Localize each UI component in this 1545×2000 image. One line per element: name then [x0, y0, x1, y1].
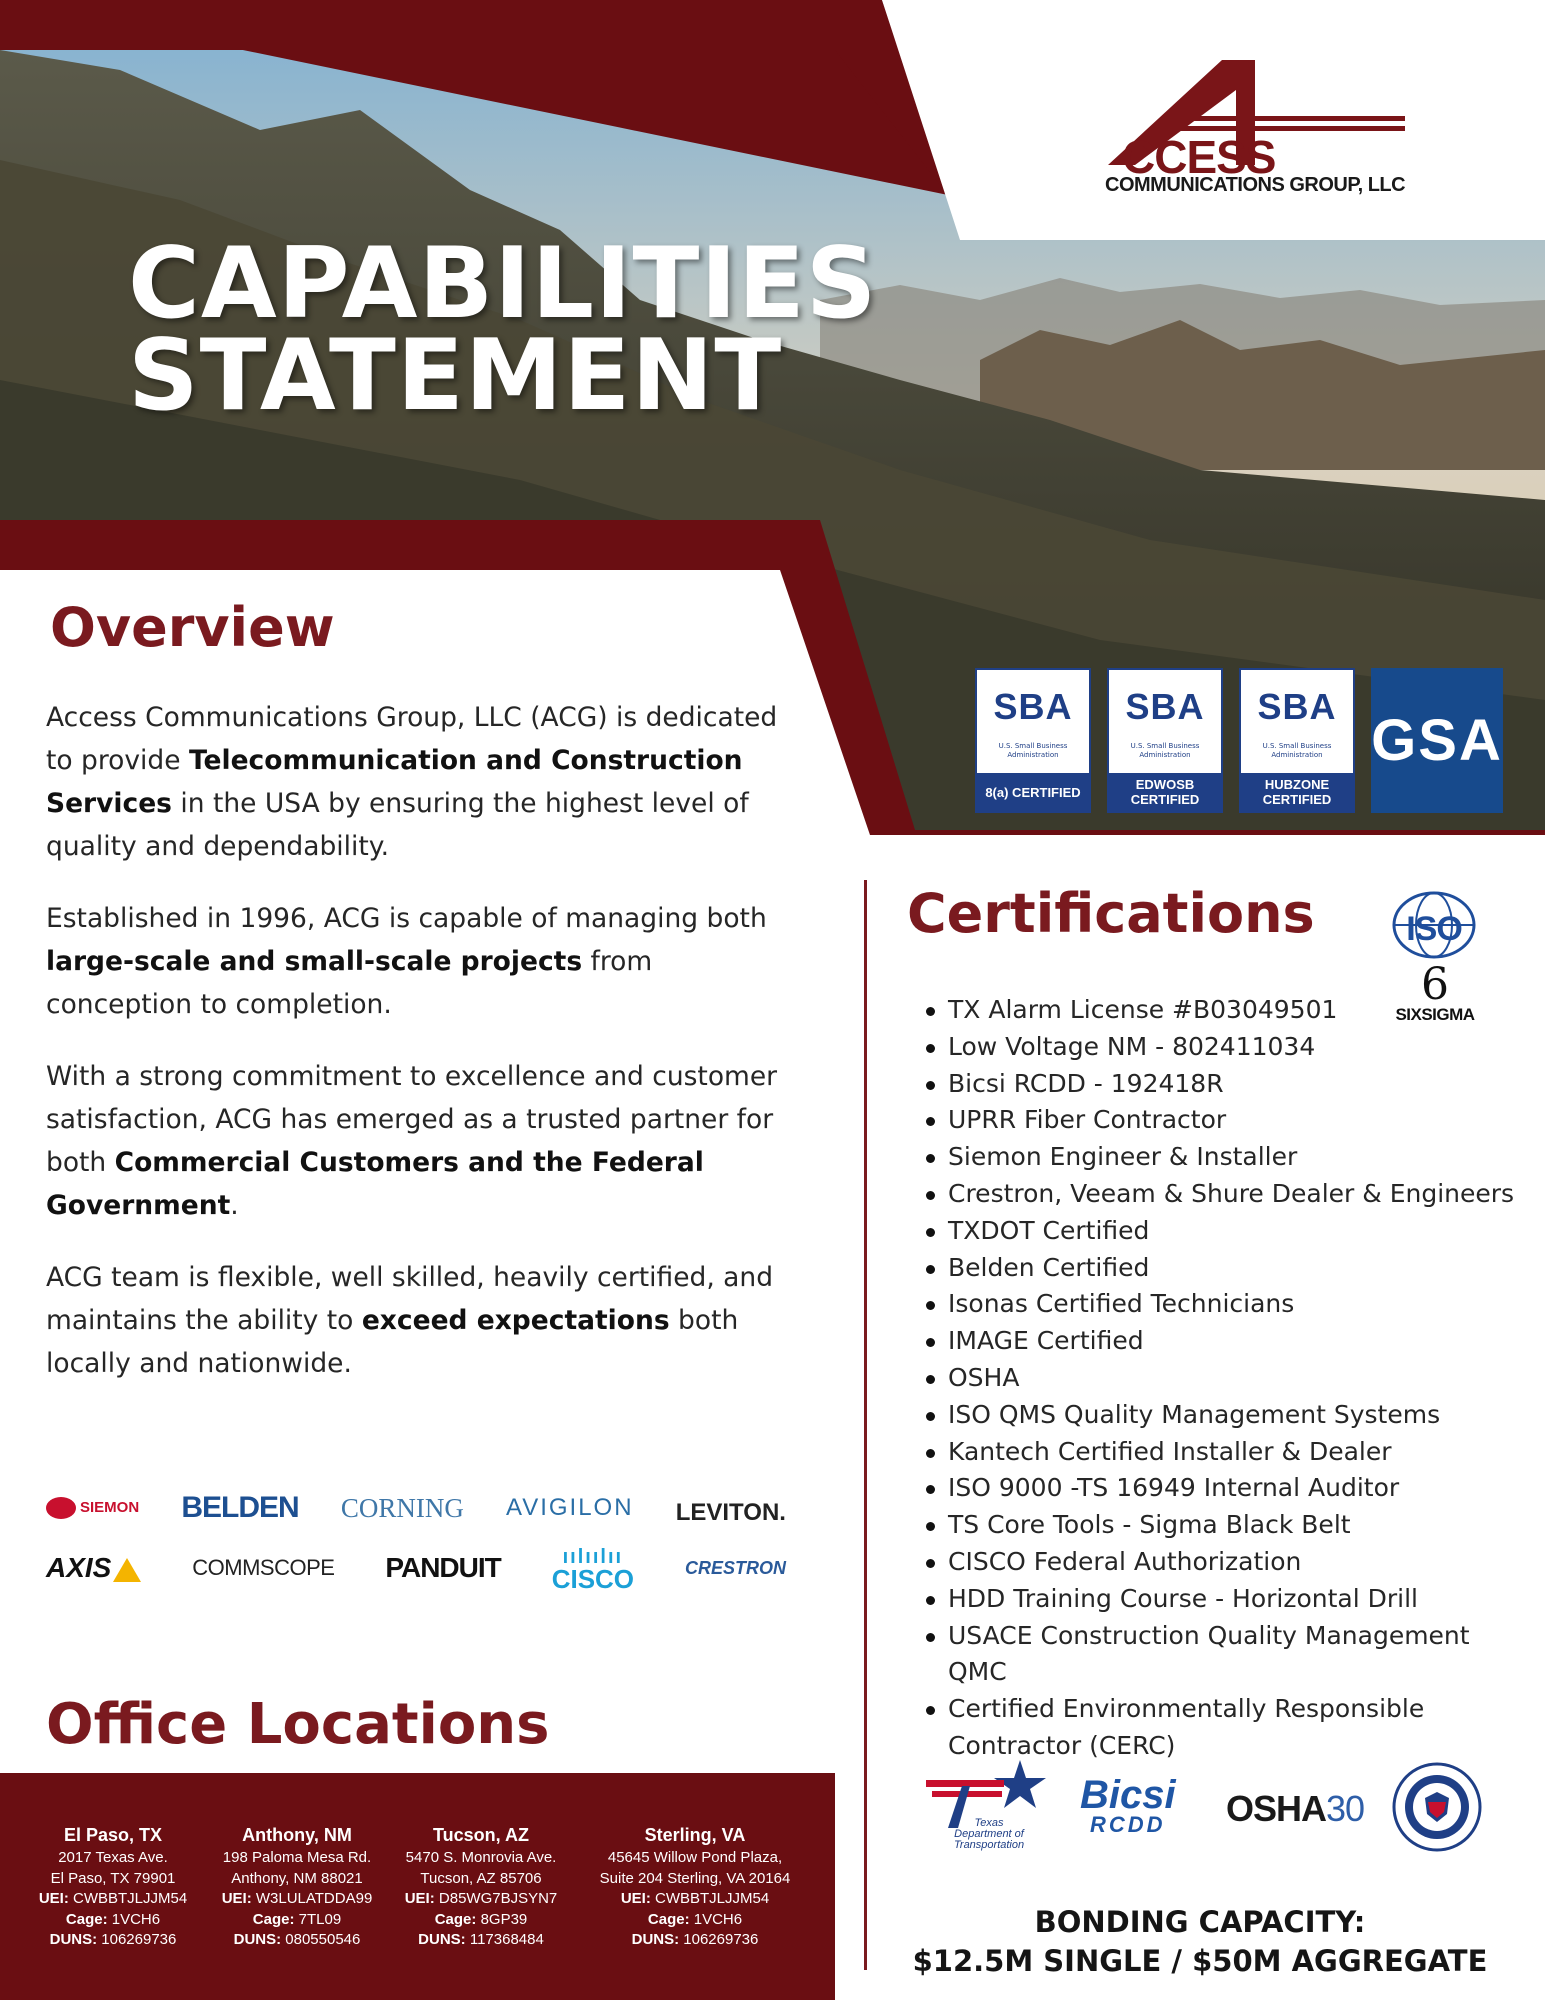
certification-item: Bicsi RCDD - 192418R	[924, 1066, 1524, 1103]
certification-item: OSHA	[924, 1360, 1524, 1397]
overview-paragraph: With a strong commitment to excellence and customer satisfaction, ACG has emerged as a trusted partner for both Commercial Customers and the Federal Government.	[46, 1061, 778, 1221]
corning-logo: CORNING	[340, 1492, 464, 1523]
logo-subtitle: COMMUNICATIONS GROUP, LLC	[1105, 174, 1406, 196]
siemon-logo: SIEMON	[46, 1497, 139, 1519]
certification-item: CISCO Federal Authorization	[924, 1544, 1524, 1581]
commscope-logo: COMMSCOPE	[192, 1555, 335, 1580]
overview-paragraph: Established in 1996, ACG is capable of managing both large-scale and small-scale projects from conception to completion.	[46, 903, 767, 1020]
office-city: Sterling, VA	[644, 1825, 746, 1845]
certification-item: ISO QMS Quality Management Systems	[924, 1397, 1524, 1434]
certification-item: HDD Training Course - Horizontal Drill	[924, 1581, 1524, 1618]
office-address: 198 Paloma Mesa Rd.	[222, 1849, 372, 1866]
certifications-list	[924, 992, 1524, 1765]
six-sigma-label: SIXSIGMA	[1395, 1005, 1475, 1024]
office-address: 5470 S. Monrovia Ave.	[405, 1849, 557, 1866]
certification-item: Kantech Certified Installer & Dealer	[924, 1434, 1524, 1471]
partner-row	[46, 1538, 786, 1598]
office-address: 45645 Willow Pond Plaza,	[607, 1849, 783, 1866]
office-address: 2017 Texas Ave.	[58, 1849, 168, 1866]
sba-badge-label: HUBZONE CERTIFIED	[1241, 773, 1353, 811]
certification-item: IMAGE Certified	[924, 1323, 1524, 1360]
sba-caption: U.S. Small Business Administration	[1130, 742, 1200, 759]
certification-item: TS Core Tools - Sigma Black Belt	[924, 1507, 1524, 1544]
bonding-capacity	[880, 1903, 1520, 1981]
office-el-paso	[28, 1822, 198, 1951]
sba-caption: U.S. Small Business Administration	[1262, 742, 1332, 759]
certification-item: ISO 9000 -TS 16949 Internal Auditor	[924, 1470, 1524, 1507]
bicsi-rcdd-logo: Bicsi RCDD	[1080, 1773, 1176, 1837]
office-uei: UEI: CWBBTJLJJM54	[620, 1890, 770, 1907]
certification-item: Crestron, Veeam & Shure Dealer & Engineers	[924, 1176, 1524, 1213]
iso-logo	[1390, 890, 1478, 960]
txdot-label: Texas Department of Transportation	[954, 1817, 1025, 1851]
office-locations-heading: Office Locations	[46, 1692, 550, 1757]
overview-paragraph: Access Communications Group, LLC (ACG) is dedicated to provide Telecommunication and Construction Services in the USA by ensuring the highest level of quality and dependability.	[46, 702, 778, 862]
overview-text	[46, 696, 786, 1414]
osha-30-logo: OSHA30	[1226, 1788, 1365, 1829]
certifications-heading: Certifications	[907, 882, 1315, 945]
sba-badge-label: EDWOSB CERTIFIED	[1109, 773, 1221, 811]
overview-heading: Overview	[50, 596, 335, 659]
bonding-label: BONDING CAPACITY:	[1034, 1905, 1366, 1939]
certification-item: Low Voltage NM - 802411034	[924, 1029, 1524, 1066]
gsa-logo: GSA	[1371, 668, 1503, 813]
certification-item: UPRR Fiber Contractor	[924, 1102, 1524, 1139]
office-duns: DUNS: 106269736	[631, 1931, 759, 1948]
office-duns: DUNS: 117368484	[418, 1931, 544, 1948]
certification-item: TXDOT Certified	[924, 1213, 1524, 1250]
sba-edwosb-badge	[1107, 668, 1223, 813]
sba-caption: U.S. Small Business Administration	[998, 742, 1068, 759]
belden-logo: BELDEN	[181, 1491, 299, 1524]
office-city: Tucson, AZ	[433, 1825, 529, 1845]
avigilon-logo: AVIGILON	[505, 1494, 634, 1521]
office-address: Tucson, AZ 85706	[420, 1869, 542, 1887]
office-uei: UEI: CWBBTJLJJM54	[38, 1890, 188, 1907]
cisco-logo: ıılıılıı CISCO	[551, 1546, 635, 1594]
txdot-logo	[918, 1758, 1053, 1854]
office-cage: Cage: 1VCH6	[65, 1910, 161, 1928]
office-anthony	[212, 1822, 382, 1951]
sba-logo: SBA	[1125, 686, 1205, 727]
certification-item: TX Alarm License #B03049501	[924, 992, 1524, 1029]
dhs-seal-icon	[1392, 1762, 1482, 1852]
certification-item: Certified Environmentally Responsible Contractor (CERC)	[924, 1691, 1524, 1765]
office-city: Anthony, NM	[242, 1825, 352, 1845]
office-uei: UEI: W3LULATDDA99	[221, 1890, 373, 1907]
iso-label: ISO	[1406, 910, 1462, 948]
crestron-logo: CRESTRON	[684, 1557, 786, 1578]
office-address: Suite 204 Sterling, VA 20164	[599, 1869, 791, 1887]
column-divider	[864, 880, 867, 1970]
office-cage: Cage: 1VCH6	[647, 1910, 743, 1928]
office-cage: Cage: 8GP39	[434, 1910, 528, 1928]
partner-logos	[46, 1478, 786, 1598]
accreditation-logos	[918, 1758, 1488, 1854]
sba-8a-badge	[975, 668, 1091, 813]
partner-row	[46, 1478, 786, 1538]
certification-badges	[975, 668, 1503, 813]
axis-logo: AXIS	[46, 1552, 141, 1584]
office-address: El Paso, TX 79901	[50, 1869, 176, 1887]
office-sterling	[580, 1822, 810, 1951]
sba-hubzone-badge	[1239, 668, 1355, 813]
leviton-logo: LEVITON.	[676, 1489, 786, 1527]
title-line-2: STATEMENT	[128, 319, 783, 433]
page-title	[128, 227, 878, 433]
bonding-value: $12.5M SINGLE / $50M AGGREGATE	[912, 1944, 1488, 1978]
sba-badge-label: 8(a) CERTIFIED	[977, 773, 1089, 811]
office-duns: DUNS: 080550546	[233, 1931, 361, 1948]
office-address: Anthony, NM 88021	[231, 1869, 363, 1887]
office-duns: DUNS: 106269736	[49, 1931, 177, 1948]
office-cage: Cage: 7TL09	[252, 1910, 342, 1928]
overview-paragraph: ACG team is flexible, well skilled, heavily certified, and maintains the ability to exceed expectations both locally and nationwide.	[46, 1262, 774, 1379]
office-uei: UEI: D85WG7BJSYN7	[404, 1890, 558, 1907]
sba-logo: SBA	[993, 686, 1073, 727]
title-line-1: CAPABILITIES	[128, 227, 878, 341]
panduit-logo: PANDUIT	[385, 1552, 501, 1583]
certification-item: Isonas Certified Technicians	[924, 1286, 1524, 1323]
office-city: El Paso, TX	[63, 1825, 163, 1845]
logo-wordmark: CCESS	[1122, 131, 1276, 183]
certification-item: Siemon Engineer & Installer	[924, 1139, 1524, 1176]
certification-item: USACE Construction Quality Management QMC	[924, 1618, 1524, 1692]
certification-item: Belden Certified	[924, 1250, 1524, 1287]
sba-logo: SBA	[1257, 686, 1337, 727]
sigma-icon: 6	[1421, 959, 1449, 1010]
office-tucson	[396, 1822, 566, 1951]
